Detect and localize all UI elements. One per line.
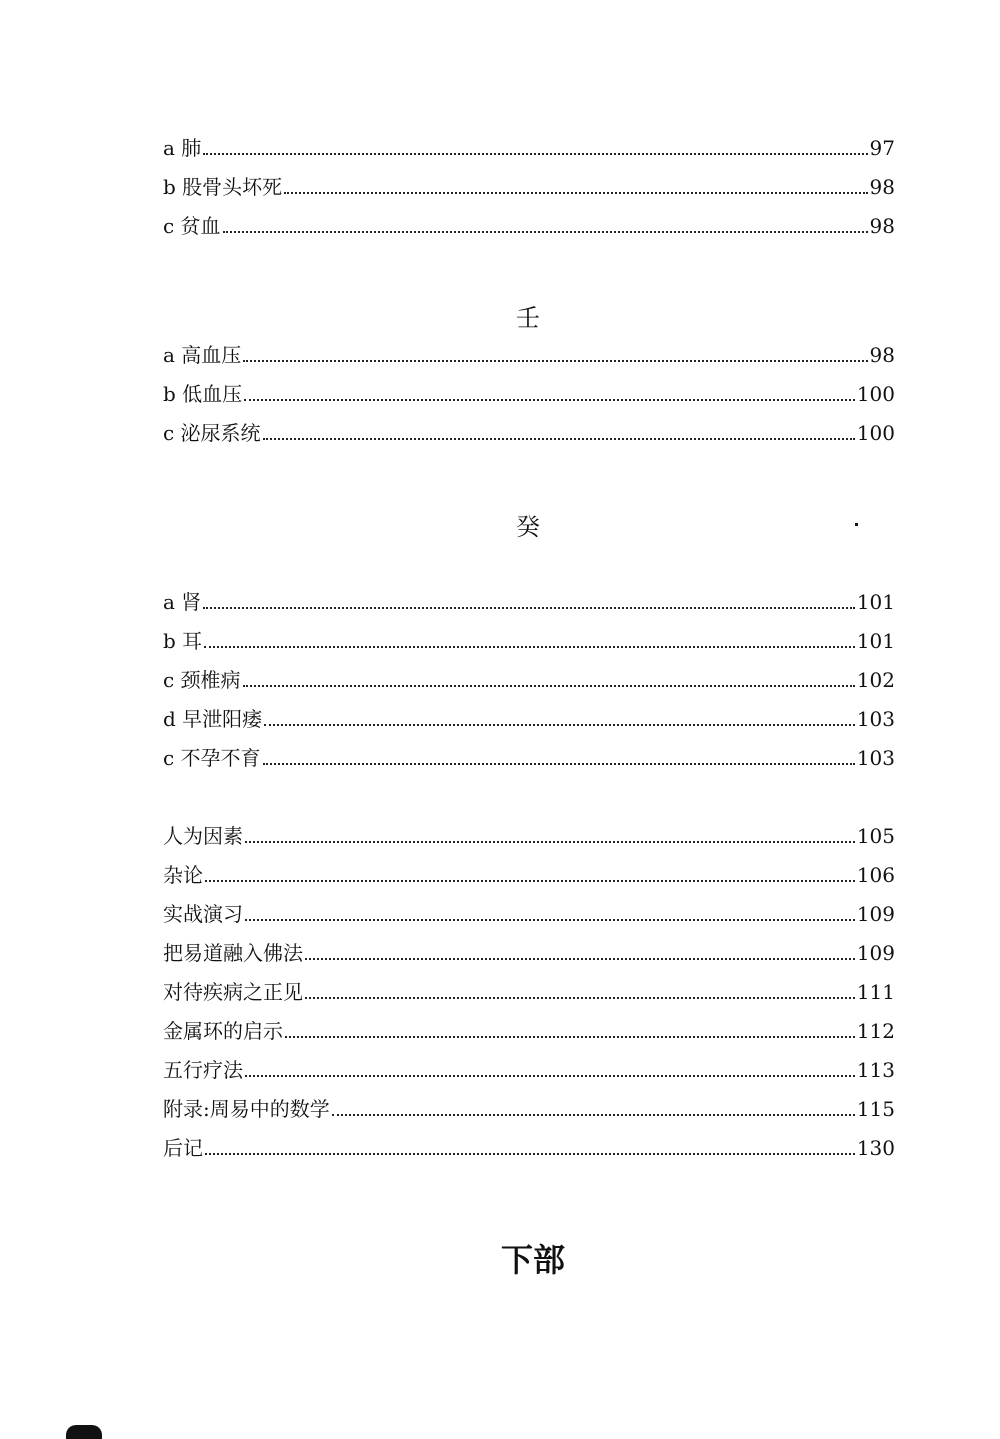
- dot-leader: [223, 231, 868, 233]
- toc-entry[interactable]: [163, 1054, 895, 1093]
- toc-entry-page: 112: [856, 1019, 895, 1043]
- toc-entry-title: c 泌尿系统: [163, 421, 261, 445]
- toc-entry-page: 101: [856, 590, 895, 614]
- dot-leader: [264, 724, 855, 726]
- toc-entry-page: 115: [856, 1097, 895, 1121]
- dot-leader: [245, 919, 855, 921]
- toc-entry-page: 100: [856, 382, 895, 406]
- toc-entry-title: 实战演习: [163, 902, 243, 926]
- dot-leader: [263, 763, 855, 765]
- toc-entry-title: 附录:周易中的数学: [163, 1097, 330, 1121]
- toc-group-ren: [163, 339, 895, 456]
- toc-entry[interactable]: [163, 742, 895, 781]
- toc-entry[interactable]: [163, 339, 895, 378]
- toc-entry[interactable]: [163, 417, 895, 456]
- toc-entry-title: c 贫血: [163, 214, 221, 238]
- dot-leader: [263, 438, 855, 440]
- toc-entry-page: 102: [856, 668, 895, 692]
- toc-entry[interactable]: [163, 976, 895, 1015]
- toc-entry[interactable]: [163, 1093, 895, 1132]
- dot-leader: [203, 153, 867, 155]
- toc-entry-title: c 颈椎病: [163, 668, 241, 692]
- dot-leader: [285, 1036, 855, 1038]
- toc-entry-title: 五行疗法: [163, 1058, 243, 1082]
- toc-entry-page: 101: [856, 629, 895, 653]
- dot-leader: [204, 646, 855, 648]
- dot-leader: [245, 1075, 855, 1077]
- toc-entry-page: 98: [869, 175, 895, 199]
- toc-entry-title: 对待疾病之正见: [163, 980, 303, 1004]
- dot-leader: [245, 841, 855, 843]
- toc-entry-title: 杂论: [163, 863, 203, 887]
- toc-entry-title: c 不孕不育: [163, 746, 261, 770]
- toc-entry-page: 98: [869, 343, 895, 367]
- dot-leader: [305, 958, 855, 960]
- toc-entry-title: 人为因素: [163, 824, 243, 848]
- toc-group-misc: [163, 820, 895, 1171]
- toc-entry-title: 后记: [163, 1136, 203, 1160]
- dot-leader: [243, 360, 867, 362]
- dot-leader: [205, 1153, 855, 1155]
- dot-leader: [305, 997, 855, 999]
- toc-entry[interactable]: [163, 210, 895, 249]
- toc-entry[interactable]: [163, 132, 895, 171]
- toc-entry[interactable]: [163, 898, 895, 937]
- toc-entry-page: 103: [856, 746, 895, 770]
- scan-edge-mark: [66, 1425, 102, 1439]
- toc-entry[interactable]: [163, 625, 895, 664]
- toc-entry-page: 130: [856, 1136, 895, 1160]
- toc-entry-page: 106: [856, 863, 895, 887]
- toc-entry-title: a 肾: [163, 590, 202, 614]
- toc-entry-title: 把易道融入佛法: [163, 941, 303, 965]
- toc-entry-title: a 肺: [163, 136, 202, 160]
- toc-entry-page: 105: [856, 824, 895, 848]
- dot-leader: [205, 880, 855, 882]
- toc-entry[interactable]: [163, 820, 895, 859]
- toc-group-1: [163, 132, 895, 249]
- toc-entry-title: a 高血压: [163, 343, 242, 367]
- toc-entry[interactable]: [163, 171, 895, 210]
- toc-entry-page: 113: [856, 1058, 895, 1082]
- dot-leader: [332, 1114, 855, 1116]
- toc-entry-page: 109: [856, 941, 895, 965]
- dot-leader: [284, 192, 867, 194]
- part-heading-lower: 下部: [500, 1241, 565, 1279]
- section-heading-gui: 癸: [516, 513, 540, 541]
- toc-entry[interactable]: [163, 664, 895, 703]
- toc-entry[interactable]: [163, 586, 895, 625]
- toc-entry-title: b 股骨头坏死: [163, 175, 283, 199]
- scan-speck: [855, 523, 858, 526]
- toc-entry-title: b 耳: [163, 629, 203, 653]
- toc-entry-title: b 低血压: [163, 382, 243, 406]
- toc-entry[interactable]: [163, 1015, 895, 1054]
- toc-entry-page: 103: [856, 707, 895, 731]
- toc-entry-page: 97: [869, 136, 895, 160]
- toc-entry[interactable]: [163, 378, 895, 417]
- section-heading-ren: 壬: [516, 304, 540, 332]
- toc-group-gui: [163, 586, 895, 781]
- dot-leader: [243, 685, 855, 687]
- dot-leader: [203, 607, 855, 609]
- toc-entry-title: 金属环的启示: [163, 1019, 283, 1043]
- toc-entry[interactable]: [163, 937, 895, 976]
- toc-entry-page: 100: [856, 421, 895, 445]
- toc-entry[interactable]: [163, 859, 895, 898]
- toc-entry-page: 98: [869, 214, 895, 238]
- toc-entry-page: 109: [856, 902, 895, 926]
- dot-leader: [244, 399, 855, 401]
- toc-entry-page: 111: [856, 980, 895, 1004]
- toc-entry[interactable]: [163, 1132, 895, 1171]
- toc-entry-title: d 早泄阳痿: [163, 707, 263, 731]
- toc-entry[interactable]: [163, 703, 895, 742]
